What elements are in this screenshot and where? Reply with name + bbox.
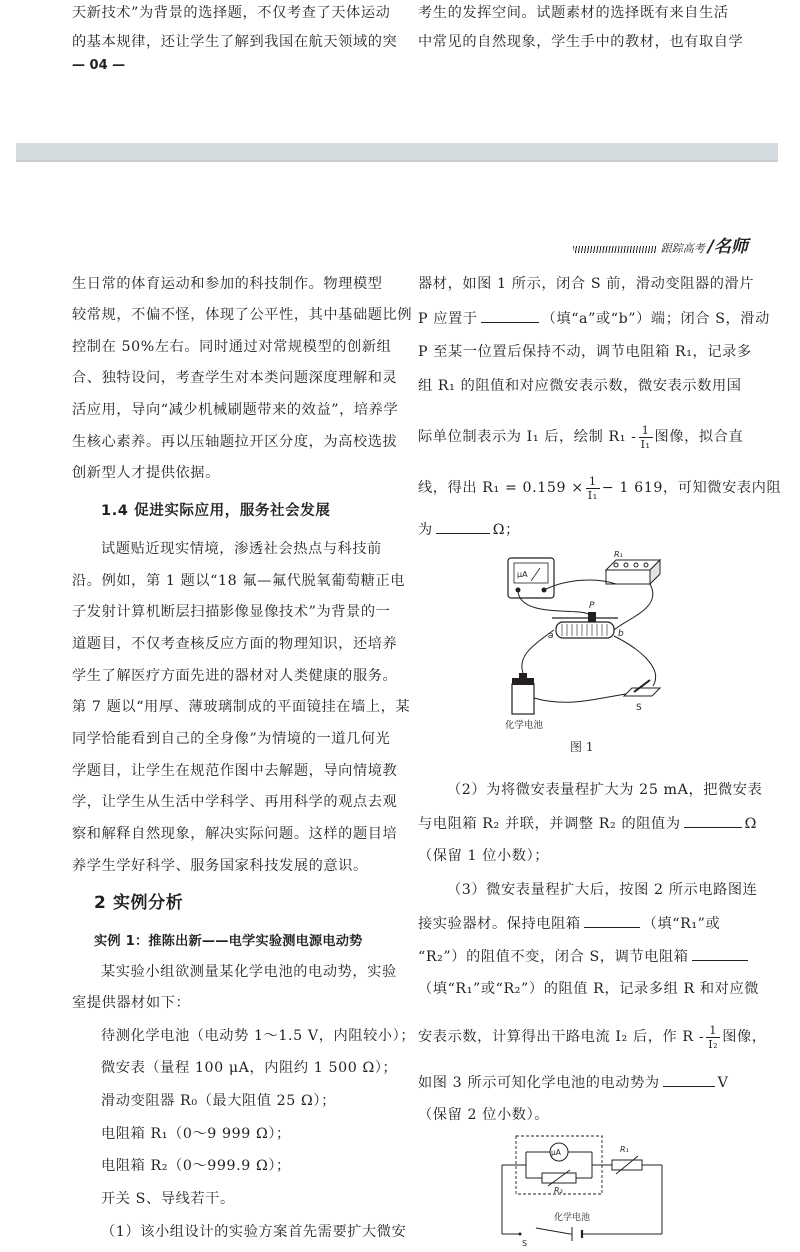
- right-q2-line-2: [418, 813, 757, 834]
- right-r2-text-a: P 应置于: [418, 311, 478, 327]
- left-p2-line-7: 同学恰能看到自己的全身像”为情境的一道几何光: [72, 731, 391, 747]
- example-title: 实例 1：推陈出新——电学实验测电源电动势: [94, 934, 363, 949]
- equipment-item-2: 微安表（量程 100 μA，内阻约 1 500 Ω）；: [101, 1060, 398, 1076]
- fig2-battery-label: 化学电池: [554, 1213, 591, 1223]
- right-r6-text-b: − 1 619，可知微安表内阻: [601, 480, 782, 496]
- page-divider-shadow: [16, 160, 778, 162]
- equipment-item-5: 电阻箱 R₂（0～999.9 Ω）；: [101, 1158, 291, 1174]
- left-p2-line-1: 试题贴近现实情境，渗透社会热点与科技前: [101, 541, 382, 557]
- left-p1-line-2: 较常规，不偏不怪，体现了公平性，其中基础题比例: [72, 307, 413, 323]
- right-r5-text-a: 际单位制表示为 I₁ 后，绘制 R₁ -: [418, 429, 637, 445]
- left-p3-line-1: 某实验小组欲测量某化学电池的电动势，实验: [101, 964, 397, 980]
- fraction-1-over-i1: [639, 424, 653, 451]
- heading-2: 2 实例分析: [94, 893, 184, 913]
- fig2-uA-label: μA: [551, 1148, 561, 1157]
- top-left-line-1: 天新技术”为背景的选择题，不仅考查了天体运动: [72, 5, 391, 21]
- right-r4: 组 R₁ 的阻值和对应微安表示数，微安表示数用国: [418, 378, 742, 394]
- left-p1-line-5: 活应用，导向“减少机械刷题带来的效益”，培养学: [72, 402, 399, 418]
- right-r6-text-a: 线，得出 R₁ = 0.159 ×: [418, 480, 584, 496]
- right-q3-text-2b: （填“R₁”或: [642, 916, 721, 932]
- figure-1-caption: 图 1: [570, 740, 594, 754]
- fig1-P-label: P: [589, 601, 595, 611]
- fraction-1-over-i1-b: [586, 475, 600, 502]
- page-number: — 04 —: [72, 58, 126, 73]
- header-small-text: 跟踪高考: [660, 242, 705, 255]
- fraction-1-over-i2: [706, 1024, 720, 1051]
- fraction-denominator: I₂: [708, 1037, 719, 1051]
- right-q2-line-1: （2）为将微安表量程扩大为 25 mA，把微安表: [447, 782, 763, 798]
- left-p2-line-2: 沿。例如，第 1 题以“18 氟—氟代脱氧葡萄糖正电: [72, 573, 406, 589]
- fraction-numerator: 1: [706, 1024, 720, 1038]
- fraction-numerator: 1: [586, 475, 600, 489]
- fig1-uA-label: μA: [517, 570, 528, 579]
- fig2-r1-icon: [612, 1145, 642, 1174]
- answer-blank-1[interactable]: [481, 308, 539, 323]
- equipment-item-6: 开关 S、导线若干。: [101, 1191, 235, 1207]
- fig1-R1-label: R₁: [614, 550, 623, 559]
- fig1-a-label: a: [548, 631, 554, 641]
- header-separator: /: [707, 237, 714, 257]
- header-brand: 名师: [714, 237, 748, 257]
- switch-icon: [624, 680, 660, 713]
- header-hatch: [573, 246, 657, 253]
- fraction-numerator: 1: [639, 424, 653, 438]
- left-p2-line-8: 学题目，让学生在规范作图中去解题，导向情境教: [72, 763, 398, 779]
- left-p1-line-4: 合、独特设问，考查学生对本类问题深度理解和灵: [72, 370, 398, 386]
- fig2-R2-label: R₂: [554, 1186, 563, 1195]
- right-q3-line-5: [418, 1021, 767, 1053]
- right-r7-text: 为: [418, 522, 433, 538]
- right-r5: [418, 421, 750, 453]
- left-p1-line-3: 控制在 50%左右。同时通过对常规模型的创新组: [72, 339, 392, 355]
- right-q3-unit: V: [717, 1075, 729, 1091]
- microammeter-icon: [508, 558, 554, 598]
- right-q3-text-5a: 安表示数，计算得出干路电流 I₂ 后，作 R -: [418, 1029, 705, 1045]
- fig2-battery-icon: [554, 1211, 590, 1241]
- equipment-item-1: 待测化学电池（电动势 1～1.5 V，内阻较小）；: [101, 1028, 416, 1044]
- left-p2-line-5: 学生了解医疗方面先进的器材对人类健康的服务。: [72, 668, 398, 684]
- answer-blank-3[interactable]: [684, 813, 742, 828]
- fig2-switch-icon: [519, 1233, 528, 1249]
- right-r2-text-b: （填“a”或“b”）端；闭合 S，滑动: [541, 311, 770, 327]
- right-r6: [418, 472, 782, 504]
- left-p1-line-7: 创新型人才提供依据。: [72, 465, 220, 481]
- right-r2: [418, 308, 770, 329]
- right-q3-line-6: [418, 1072, 750, 1093]
- right-q3-line-1: （3）微安表量程扩大后，按图 2 所示电路图连: [447, 882, 758, 898]
- right-q3-line-3: [418, 946, 750, 967]
- right-q3-text-3a: “R₂”）的阻值不变，闭合 S，调节电阻箱: [418, 949, 689, 965]
- fig2-microammeter-icon: [550, 1143, 568, 1161]
- right-r5-text-b: 图像，拟合直: [654, 429, 744, 445]
- top-right-line-1: 考生的发挥空间。试题素材的选择既有来自生活: [418, 5, 729, 21]
- page-divider-band: [16, 143, 778, 160]
- answer-blank-2[interactable]: [436, 519, 490, 534]
- rheostat-icon: [548, 601, 624, 641]
- right-r7-unit: Ω；: [492, 522, 520, 538]
- right-q3-text-5b: 图像，: [722, 1029, 767, 1045]
- fig2-r2-icon: [542, 1170, 576, 1195]
- right-r3: P 至某一位置后保持不动，调节电阻箱 R₁，记录多: [418, 344, 752, 360]
- fig1-battery-label: 化学电池: [505, 720, 544, 731]
- right-r7: [418, 519, 750, 540]
- left-p2-line-4: 道题目，不仅考查核反应方面的物理知识，还培养: [72, 636, 398, 652]
- left-p2-line-6: 第 7 题以“用厚、薄玻璃制成的平面镜挂在墙上，某: [72, 699, 411, 715]
- right-q3-text-2a: 接实验器材。保持电阻箱: [418, 916, 581, 932]
- left-p2-line-10: 察和解释自然现象，解决实际问题。这样的题目培: [72, 826, 398, 842]
- left-p2-line-3: 子发射计算机断层扫描影像显像技术”为背景的一: [72, 604, 391, 620]
- answer-blank-6[interactable]: [663, 1072, 715, 1087]
- figure-1-apparatus: [488, 548, 684, 760]
- running-header: [573, 232, 748, 257]
- equipment-item-3: 滑动变阻器 R₀（最大阻值 25 Ω）；: [101, 1093, 336, 1109]
- right-q3-line-4: （填“R₁”或“R₂”）的阻值 R，记录多组 R 和对应微: [418, 981, 760, 997]
- battery-icon: [505, 673, 544, 731]
- top-right-line-2: 中常见的自然现象，学生手中的教材，也有取自学: [418, 34, 744, 50]
- left-p1-line-1: 生日常的体育运动和参加的科技制作。物理模型: [72, 276, 383, 292]
- right-q3-line-7: （保留 2 位小数）。: [418, 1107, 550, 1123]
- left-p4-line-1: （1）该小组设计的实验方案首先需要扩大微安: [101, 1224, 407, 1240]
- fig2-R1-label: R₁: [620, 1145, 629, 1154]
- left-p2-line-11: 养学生学好科学、服务国家科技发展的意识。: [72, 858, 368, 874]
- top-left-line-2: 的基本规律，还让学生了解到我国在航天领域的突: [72, 34, 398, 50]
- answer-blank-4[interactable]: [584, 913, 640, 928]
- fraction-denominator: I₁: [640, 437, 651, 451]
- fig1-S-label: S: [636, 703, 642, 713]
- resistance-box-r1-icon: [606, 550, 660, 584]
- left-p1-line-6: 生核心素养。再以压轴题拉开区分度，为高校选拔: [72, 434, 398, 450]
- figure-2-circuit: [498, 1134, 668, 1248]
- right-q2-text: 与电阻箱 R₂ 并联，并调整 R₂ 的阻值为: [418, 816, 681, 832]
- left-p3-line-2: 室提供器材如下：: [72, 995, 191, 1011]
- fig2-S-label: S: [522, 1239, 528, 1248]
- heading-1-4: 1.4 促进实际应用，服务社会发展: [101, 503, 331, 519]
- right-q3-text-6a: 如图 3 所示可知化学电池的电动势为: [418, 1075, 660, 1091]
- equipment-item-4: 电阻箱 R₁（0～9 999 Ω）；: [101, 1126, 291, 1142]
- answer-blank-5[interactable]: [692, 946, 748, 961]
- right-q2-line-3: （保留 1 位小数）；: [418, 848, 550, 864]
- right-q3-line-2: [418, 913, 750, 934]
- right-r1: 器材，如图 1 所示，闭合 S 前，滑动变阻器的滑片: [418, 276, 755, 292]
- fig1-b-label: b: [618, 629, 624, 639]
- right-q2-unit: Ω: [744, 816, 757, 832]
- left-p2-line-9: 学，让学生从生活中学科学、再用科学的观点去观: [72, 794, 398, 810]
- fraction-denominator: I₁: [587, 488, 598, 502]
